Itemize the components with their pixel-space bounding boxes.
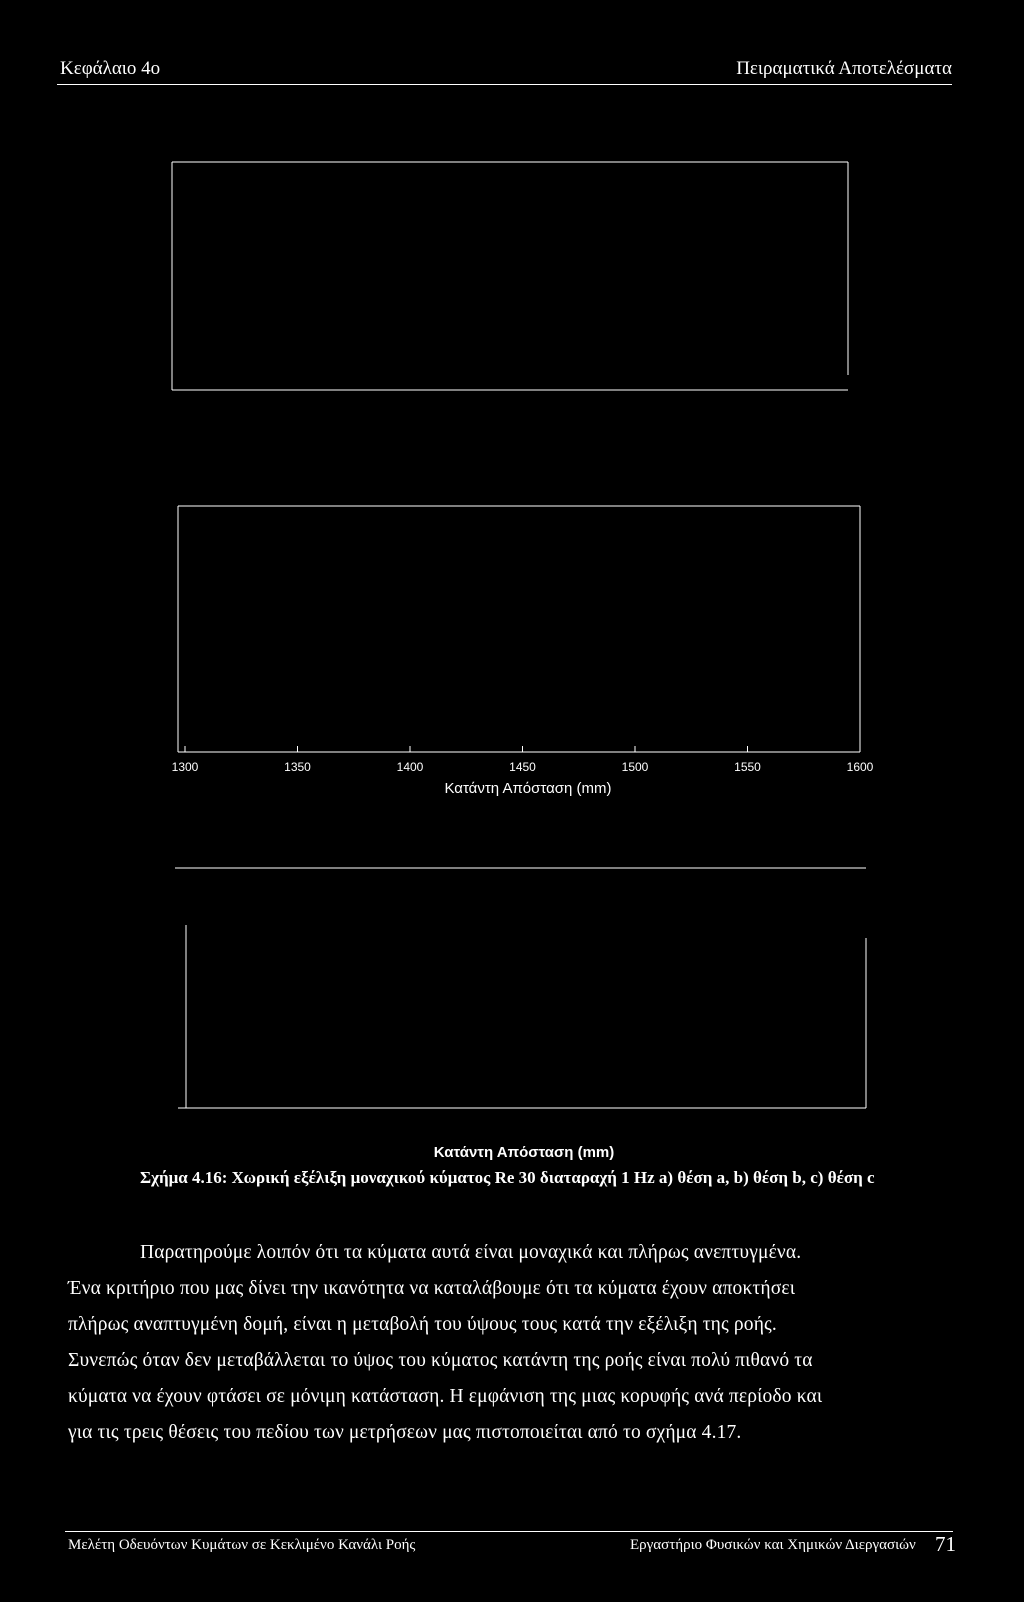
page-number: 71 — [935, 1532, 956, 1556]
header-chapter: Κεφάλαιο 4ο — [60, 58, 161, 79]
body-line-1: Παρατηρούμε λοιπόν ότι τα κύματα αυτά είναι μοναχικά και πλήρως ανεπτυγμένα. — [140, 1242, 802, 1263]
x-tick-label: 1350 — [284, 760, 311, 774]
x-tick-label: 1400 — [396, 760, 424, 774]
panel-b-x-ticks — [172, 746, 874, 774]
body-line-2: Ένα κριτήριο που μας δίνει την ικανότητα να καταλάβουμε ότι τα κύματα έχουν αποκτήσει — [68, 1278, 796, 1299]
plot-panel-a — [172, 162, 848, 390]
panel-c-xlabel: Κατάντη Απόσταση (mm) — [433, 1144, 615, 1161]
x-tick-label: 1300 — [171, 760, 199, 774]
x-tick-label: 1450 — [509, 760, 536, 774]
body-line-5: κύματα να έχουν φτάσει σε μόνιμη κατάσταση. Η εμφάνιση της μιας κορυφής ανά περίοδο και — [68, 1386, 823, 1407]
body-line-3: πλήρως αναπτυγμένη δομή, είναι η μεταβολή του ύψους τους κατά την εξέλιξη της ροής. — [68, 1314, 777, 1335]
header-section: Πειραματικά Αποτελέσματα — [736, 58, 952, 79]
x-tick-label: 1600 — [846, 760, 874, 774]
panel-b-xlabel: Κατάντη Απόσταση (mm) — [444, 780, 612, 797]
footer-lab: Εργαστήριο Φυσικών και Χημικών Διεργασιών — [630, 1537, 916, 1553]
plot-panel-c — [175, 868, 866, 1108]
x-tick-label: 1550 — [734, 760, 761, 774]
figure-caption: Σχήμα 4.16: Χωρική εξέλιξη μοναχικού κύματος Re 30 διαταραχή 1 Hz a) θέση a, b) θέση b, c) θέση c — [140, 1168, 875, 1187]
body-line-4: Συνεπώς όταν δεν μεταβάλλεται το ύψος του κύματος κατάντη της ροής είναι πολύ πιθανό τα — [68, 1350, 813, 1371]
footer-rule — [65, 1531, 953, 1532]
body-line-6: για τις τρεις θέσεις του πεδίου των μετρήσεων μας πιστοποιείται από το σχήμα 4.17. — [68, 1422, 742, 1443]
plot-panel-b — [178, 506, 860, 752]
footer-title: Μελέτη Οδευόντων Κυμάτων σε Κεκλιμένο Κανάλι Ροής — [68, 1537, 416, 1553]
x-tick-label: 1500 — [621, 760, 649, 774]
